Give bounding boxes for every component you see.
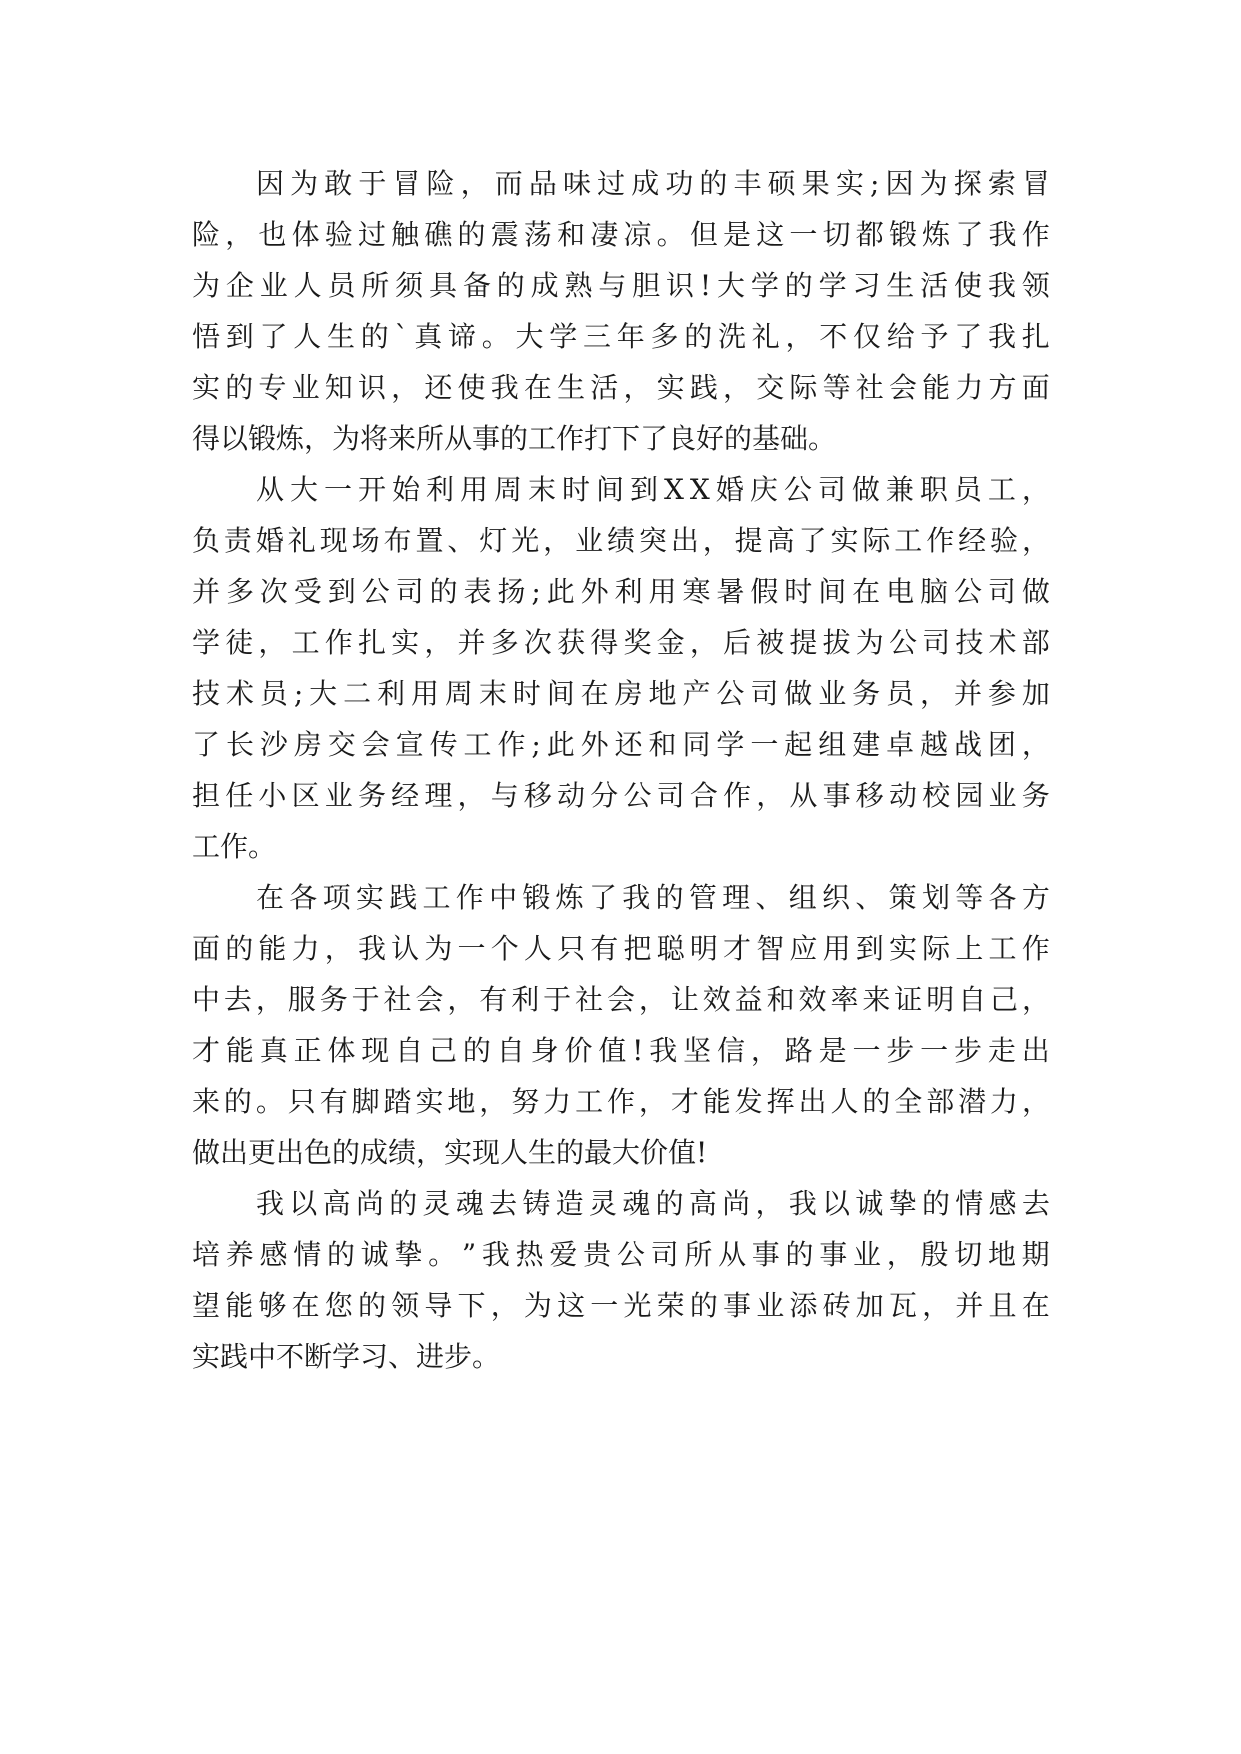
paragraph-3-line-1: 在 各 项 实 践 工 作 中 锻 炼 了 我 的 管 理 、 组 织 、 策 划 等 各 方: [256, 881, 1050, 914]
paragraph-2-line-6: 了 长 沙 房 交 会 宣 传 工 作 ; 此 外 还 和 同 学 一 起 组 建 卓 越 战 团 ，: [192, 728, 1050, 761]
paragraph-3-line-3: 中 去 ， 服 务 于 社 会 ， 有 利 于 社 会 ， 让 效 益 和 效 率 来 证 明 自 己 ，: [192, 983, 1050, 1016]
paragraph-1-line-6: 得以锻炼，为将来所从事的工作打下了良好的基础。: [192, 422, 837, 455]
paragraph-2-line-3: 并 多 次 受 到 公 司 的 表 扬 ; 此 外 利 用 寒 暑 假 时 间 在 电 脑 公 司 做: [192, 575, 1050, 608]
paragraph-4-line-2: 培 养 感 情 的 诚 挚 。 ” 我 热 爱 贵 公 司 所 从 事 的 事 业 ， 殷 切 地 期: [192, 1238, 1050, 1271]
paragraph-3-line-4: 才 能 真 正 体 现 自 己 的 自 身 价 值 ! 我 坚 信 ， 路 是 一 步 一 步 走 出: [192, 1034, 1050, 1067]
paragraph-1-line-5: 实 的 专 业 知 识 ， 还 使 我 在 生 活 ， 实 践 ， 交 际 等 社 会 能 力 方 面: [192, 371, 1050, 404]
paragraph-3-line-6: 做出更出色的成绩，实现人生的最大价值!: [192, 1136, 708, 1169]
paragraph-1-line-2: 险 ， 也 体 验 过 触 礁 的 震 荡 和 凄 凉 。 但 是 这 一 切 都 锻 炼 了 我 作: [192, 218, 1050, 251]
paragraph-1-line-4: 悟 到 了 人 生 的 ` 真 谛 。 大 学 三 年 多 的 洗 礼 ， 不 仅 给 予 了 我 扎: [192, 320, 1050, 353]
paragraph-2-line-4: 学 徒 ， 工 作 扎 实 ， 并 多 次 获 得 奖 金 ， 后 被 提 拔 为 公 司 技 术 部: [192, 626, 1050, 659]
paragraph-2-line-7: 担 任 小 区 业 务 经 理 ， 与 移 动 分 公 司 合 作 ， 从 事 移 动 校 园 业 务: [192, 779, 1050, 812]
paragraph-1-line-1: 因 为 敢 于 冒 险 ， 而 品 味 过 成 功 的 丰 硕 果 实 ; 因 为 探 索 冒: [256, 167, 1050, 200]
paragraph-3-line-5: 来 的 。 只 有 脚 踏 实 地 ， 努 力 工 作 ， 才 能 发 挥 出 人 的 全 部 潜 力 ，: [192, 1085, 1050, 1118]
paragraph-2-line-1: 从 大 一 开 始 利 用 周 末 时 间 到 X X 婚 庆 公 司 做 兼 职 员 工 ，: [256, 473, 1050, 506]
paragraph-4-line-4: 实践中不断学习、进步。: [192, 1340, 501, 1373]
paragraph-4-line-3: 望 能 够 在 您 的 领 导 下 ， 为 这 一 光 荣 的 事 业 添 砖 加 瓦 ， 并 且 在: [192, 1289, 1050, 1322]
paragraph-3-line-2: 面 的 能 力 ， 我 认 为 一 个 人 只 有 把 聪 明 才 智 应 用 到 实 际 上 工 作: [192, 932, 1050, 965]
paragraph-2-line-2: 负 责 婚 礼 现 场 布 置 、 灯 光 ， 业 绩 突 出 ， 提 高 了 实 际 工 作 经 验 ，: [192, 524, 1050, 557]
paragraph-1-line-3: 为 企 业 人 员 所 须 具 备 的 成 熟 与 胆 识 ! 大 学 的 学 习 生 活 使 我 领: [192, 269, 1050, 302]
document-body: [192, 158, 1050, 1382]
paragraph-4-line-1: 我 以 高 尚 的 灵 魂 去 铸 造 灵 魂 的 高 尚 ， 我 以 诚 挚 的 情 感 去: [256, 1187, 1050, 1220]
paragraph-2-line-8: 工作。: [192, 830, 277, 863]
paragraph-2-line-5: 技 术 员 ; 大 二 利 用 周 末 时 间 在 房 地 产 公 司 做 业 务 员 ， 并 参 加: [192, 677, 1050, 710]
